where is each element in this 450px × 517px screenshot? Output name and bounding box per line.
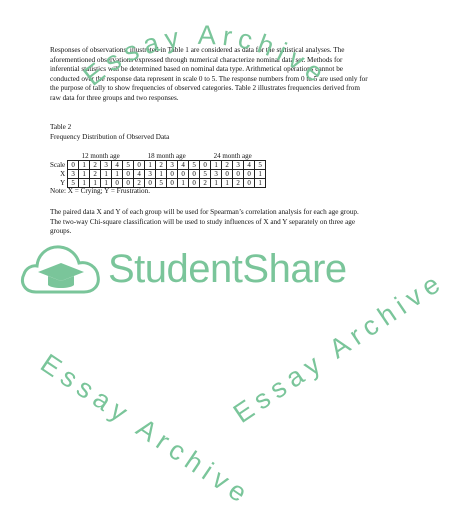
scale-cell: 4 [112, 161, 123, 170]
scale-cell: 2 [90, 161, 101, 170]
group-header-18: 18 month age [147, 152, 186, 160]
table-cell: 1 [222, 179, 233, 188]
table-cell: 5 [200, 170, 211, 179]
scale-cell: 2 [156, 161, 167, 170]
watermark-brand: StudentShare [108, 247, 347, 291]
table-cell: 1 [101, 170, 112, 179]
scale-cell: 3 [167, 161, 178, 170]
table-cell: 1 [112, 170, 123, 179]
table-cell: 0 [222, 170, 233, 179]
table-cell: 0 [145, 179, 156, 188]
table-title: Frequency Distribution of Observed Data [50, 132, 170, 141]
row-label: Y [60, 179, 66, 187]
watermark-bottom-right: Essay Archive [228, 265, 450, 429]
scale-cell: 3 [233, 161, 244, 170]
table-cell: 0 [112, 179, 123, 188]
table-cell: 2 [233, 179, 244, 188]
table-cell: 1 [90, 179, 101, 188]
table-cell: 0 [244, 170, 255, 179]
paragraph-intro: Responses of observations, illustrated in Table 1 are considered as data for the statistical analyses. The aforementioned observations expressed through numerical characterize nominal data set. Methods for inferential statistics will be determined based on nominal data type. Arithmetical operations cannot be conducted over the response data represent in scale 0 to 5. The response numbers from 0 to 5 are used only for the purpose of tally to show frequencies of observed categories. Table 2 illustrates frequencies derived from raw data for three groups and two responses. [50, 46, 368, 102]
scale-cell: 5 [255, 161, 266, 170]
watermark-arc-text: Essay Archive [77, 19, 335, 92]
table-cell: 4 [134, 170, 145, 179]
table-cell: 5 [156, 179, 167, 188]
table-cell: 0 [178, 170, 189, 179]
scale-cell: 0 [200, 161, 211, 170]
table-cell: 5 [68, 179, 79, 188]
graduation-cloud-icon [18, 236, 104, 300]
table-cell: 0 [233, 170, 244, 179]
table-cell: 0 [189, 170, 200, 179]
watermark-bottom-left: Essay Archive [35, 348, 258, 512]
table-cell: 0 [123, 170, 134, 179]
table-note: Note: X = Crying; Y = Frustration. [50, 187, 151, 195]
row-label: X [60, 170, 66, 178]
table-cell: 1 [156, 170, 167, 179]
scale-cell: 2 [222, 161, 233, 170]
scale-label: Scale [50, 161, 66, 169]
svg-text:Essay Archive [78, 20, 334, 92]
table-cell: 2 [90, 170, 101, 179]
scale-cell: 4 [178, 161, 189, 170]
table-cell: 1 [79, 170, 90, 179]
table-cell: 1 [255, 179, 266, 188]
scale-cell: 0 [134, 161, 145, 170]
scale-cell: 0 [68, 161, 79, 170]
scale-cell: 5 [123, 161, 134, 170]
table-label: Table 2 [50, 123, 72, 131]
table-cell: 3 [211, 170, 222, 179]
scale-cell: 1 [79, 161, 90, 170]
table-cell: 0 [123, 179, 134, 188]
table-cell: 0 [167, 170, 178, 179]
table-cell: 3 [145, 170, 156, 179]
scale-cell: 1 [145, 161, 156, 170]
scale-cell: 3 [101, 161, 112, 170]
scale-cell: 4 [244, 161, 255, 170]
table-cell: 3 [68, 170, 79, 179]
scale-cell: 5 [189, 161, 200, 170]
table-cell: 1 [211, 179, 222, 188]
table-cell: 2 [200, 179, 211, 188]
table-cell: 1 [255, 170, 266, 179]
table-cell: 2 [134, 179, 145, 188]
table-cell: 1 [178, 179, 189, 188]
scale-cell: 1 [211, 161, 222, 170]
table-cell: 0 [189, 179, 200, 188]
table-cell: 0 [244, 179, 255, 188]
table-cell: 0 [167, 179, 178, 188]
group-header-12: 12 month age [81, 152, 120, 160]
table-cell: 1 [79, 179, 90, 188]
group-header-24: 24 month age [213, 152, 252, 160]
table-cell: 1 [101, 179, 112, 188]
paragraph-analysis: The paired data X and Y of each group will be used for Spearman’s correlation analysis for each age group. The two-way Chi-square classification will be used to study influences of X and Y separately on three age groups. [50, 208, 359, 236]
